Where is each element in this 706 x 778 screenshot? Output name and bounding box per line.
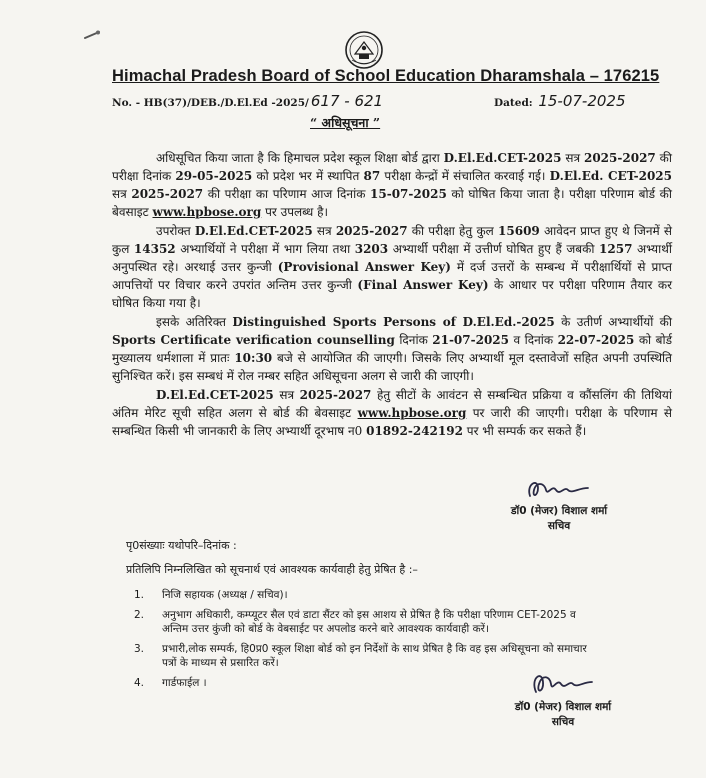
date-handwritten: 15-07-2025 [538, 92, 626, 110]
list-item: 1. निजि सहायक (अध्यक्ष / सचिव)। [134, 589, 288, 601]
board-name-heading: Himachal Pradesh Board of School Education Dharamshala – 176215 [112, 67, 660, 85]
handwritten-signature [528, 668, 598, 698]
board-emblem [344, 30, 384, 70]
paragraph-3: इसके अतिरिक्त Distinguished Sports Persons of D.El.Ed.-2025 के उतीर्ण अभ्यार्थीयों की Sports Certificate verification counselling दिनांक 21-07-2025 व दिनांक 22-07-2025 को बोर्ड मुख्यालय धर्मशाला में प्रातः 10:30 बजे से आयोजित की जाएगी। जिसके लिए अभ्यार्थी मूल दस्तावेजों सहित अपनी उपस्थिति सुनिश्चित करें। इस सम्बधं में रोल नम्बर सहित अधिसूचना अलग से जारी की जाएगी। [112, 315, 672, 383]
endorsement-line: पृ0संख्याः यथोपरि–दिनांक : [126, 539, 237, 552]
reference-number-handwritten: 617 - 621 [310, 92, 384, 110]
paragraph-1: अधिसूचित किया जाता है कि हिमाचल प्रदेश स्कूल शिक्षा बोर्ड द्वारा D.El.Ed.CET-2025 सत्र 2025-2027 की परीक्षा दिनांक 29-05-2025 को प्रदेश भर में स्थापित 87 परीक्षा केन्द्रों में संचालित करवाई गई। D.El.Ed. CET-2025 सत्र 2025-2027 की परीक्षा का परिणाम आज दिनांक 15-07-2025 को घोषित किया जाता है। परीक्षा परिणाम बोर्ड की बेवसाइट www.hpbose.org पर उपलब्ध है। [112, 151, 672, 219]
date-line: Dated: 15-07-2025 [494, 92, 626, 110]
signatory-name: डॉ0 (मेजर) विशाल शर्मा [514, 701, 612, 713]
handwritten-signature [524, 476, 594, 502]
notification-body [112, 149, 672, 441]
signatory-designation: सचिव [551, 716, 575, 728]
signature-block-1 [494, 476, 624, 534]
staple-pin-icon [84, 30, 100, 40]
reference-number: No. - HB(37)/DEB./D.El.Ed -2025/ 617 - 621 [112, 92, 384, 110]
signatory-designation: सचिव [547, 520, 571, 532]
list-item: 4. गार्डफाईल । [134, 677, 207, 689]
notification-title: “ अधिसूचना ” [310, 115, 381, 130]
website-link: www.hpbose.org [152, 205, 262, 219]
list-item: 3. प्रभारी,लोक सम्पर्क, हि0प्र0 स्कूल शिक्षा बोर्ड को इन निर्देशों के साथ प्रेषित है कि वह इस अधिसूचना को समाचार पत्रों के माध्यम से प्रसारित करें। [134, 643, 587, 669]
signature-block-2 [498, 668, 628, 730]
paragraph-2: उपरोक्त D.El.Ed.CET-2025 सत्र 2025-2027 की परीक्षा हेतु कुल 15609 आवेदन प्राप्त हुए थे जिनमें से कुल 14352 अभ्यार्थियों ने परीक्षा में भाग लिया तथा 3203 अभ्यार्थी परीक्षा में उत्तीर्ण घोषित हुए हैं जबकी 1257 अभ्यार्थी अनुपस्थित रहे। अरथाई उत्तर कुन्जी (Provisional Answer Key) में दर्ज उत्तरों के सम्बन्ध में परीक्षार्थियों से प्राप्त आपत्तियों पर विचार करने उपरांत अन्तिम उत्तर कुन्जी (Final Answer Key) के आधार पर परीक्षा परिणाम तैयार कर घोषित किया गया है। [112, 224, 673, 310]
paragraph-4: D.El.Ed.CET-2025 सत्र 2025-2027 हेतु सीटों के आवंटन से सम्बन्धित प्रक्रिया व कौंसलिंग की तिथियां अंतिम मेरिट सूची सहित अलग से बोर्ड की बेवसाइट www.hpbose.org पर जारी की जाएगी। परीक्षा के परिणाम से सम्बन्धित किसी भी जानकारी के लिए अभ्यार्थी दूरभाष न0 01892-242192 पर भी सम्पर्क कर सकते हैं। [112, 388, 672, 438]
list-item: 2. अनुभाग अधिकारी, कम्प्यूटर सैल एवं डाटा सैंटर को इस आशय से प्रेषित है कि परीक्षा परिणाम CET-2025 व अन्तिम उत्तर कुंजी को बोर्ड के वेबसाईट पर अपलोड करने बारे आवश्यक कार्यवाही करें। [134, 609, 576, 635]
website-link: www.hpbose.org [357, 406, 467, 420]
signatory-name: डॉ0 (मेजर) विशाल शर्मा [510, 505, 608, 517]
copy-to-line: प्रतिलिपि निम्नलिखित को सूचनार्थ एवं आवश्यक कार्यवाही हेतु प्रेषित है :– [126, 563, 418, 576]
reference-line [112, 88, 672, 110]
